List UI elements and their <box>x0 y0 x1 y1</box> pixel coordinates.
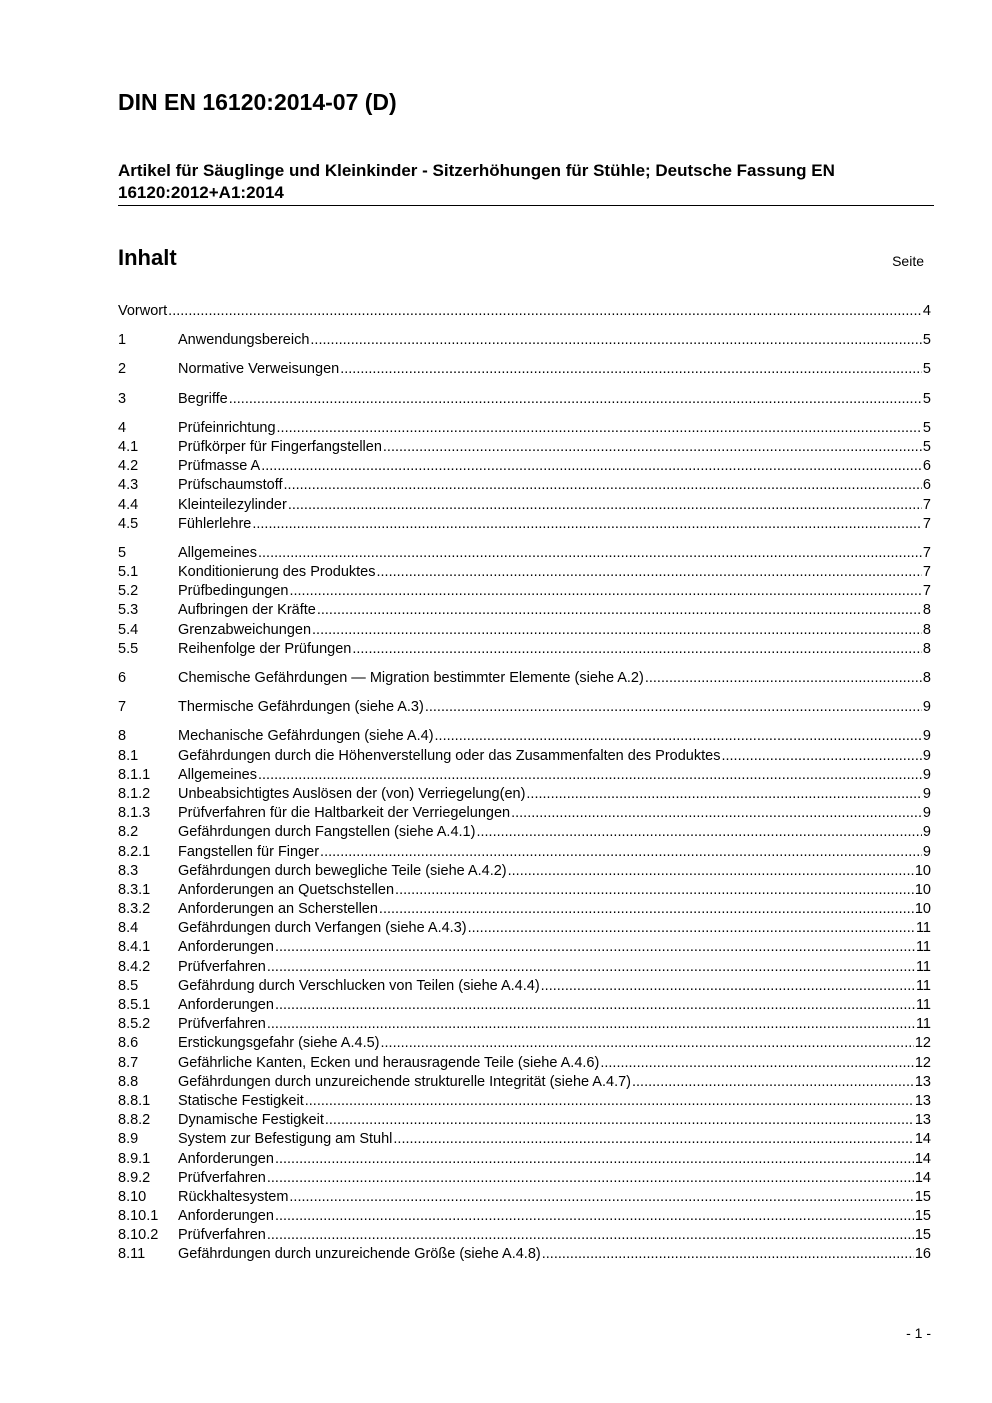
toc-entry[interactable] <box>118 496 931 515</box>
toc-entry[interactable] <box>118 563 931 582</box>
toc-entry-title: Konditionierung des Produktes <box>178 564 376 581</box>
toc-entry-number: 2 <box>118 361 127 378</box>
toc-entry-number: 8.5.2 <box>118 1016 151 1033</box>
toc-entry-page: 9 <box>922 805 931 822</box>
toc-entry-page: 7 <box>922 583 931 600</box>
dot-leader <box>317 601 922 620</box>
toc-entry-page: 11 <box>915 920 931 937</box>
toc-entry[interactable] <box>118 457 931 476</box>
toc-entry-page: 11 <box>915 1016 931 1033</box>
toc-entry-number: 8.4.1 <box>118 939 151 956</box>
toc-entry-page: 8 <box>922 602 931 619</box>
toc-entry-number: 8.2 <box>118 824 139 841</box>
toc-entry[interactable] <box>118 1150 931 1169</box>
toc-entry-title: Prüfeinrichtung <box>178 419 276 436</box>
toc-entry-title: Reihenfolge der Prüfungen <box>178 640 352 657</box>
toc-entry[interactable] <box>118 1207 931 1226</box>
toc-entry-page: 13 <box>914 1092 931 1109</box>
toc-heading: Inhalt <box>118 245 177 270</box>
toc-entry[interactable] <box>118 996 931 1015</box>
dot-leader <box>340 360 922 379</box>
toc-entry-title: Anforderungen <box>178 1208 274 1225</box>
dot-leader <box>168 302 922 321</box>
toc-entry-page: 14 <box>914 1150 931 1167</box>
dot-leader <box>435 727 922 746</box>
toc-entry-title: Rückhaltesystem <box>178 1188 289 1205</box>
dot-leader <box>632 1073 914 1092</box>
toc-entry[interactable] <box>118 1034 931 1053</box>
toc-entry-title: Begriffe <box>178 390 228 407</box>
dot-leader <box>511 804 922 823</box>
toc-entry[interactable] <box>118 544 931 563</box>
dot-leader <box>721 747 921 766</box>
toc-entry-title: Gefährdungen durch Fangstellen (siehe A.4.1) <box>178 824 476 841</box>
toc-entry-title: Anwendungsbereich <box>178 332 310 349</box>
toc-entry[interactable] <box>118 823 931 842</box>
toc-entry[interactable] <box>118 958 931 977</box>
toc-entry-title: Anforderungen <box>178 939 274 956</box>
toc-entry-number: 8.4 <box>118 920 139 937</box>
toc-entry-page: 5 <box>922 332 931 349</box>
toc-entry-page: 11 <box>915 977 931 994</box>
toc-entry[interactable] <box>118 640 931 659</box>
dot-leader <box>258 544 922 563</box>
dot-leader <box>275 1150 914 1169</box>
dot-leader <box>542 1245 914 1264</box>
table-of-contents <box>118 302 931 1265</box>
toc-entry[interactable] <box>118 1015 931 1034</box>
toc-entry-title: Gefährliche Kanten, Ecken und herausragende Teile (siehe A.4.6) <box>178 1054 600 1071</box>
toc-entry[interactable] <box>118 1073 931 1092</box>
dot-leader <box>325 1111 914 1130</box>
dot-leader <box>476 823 921 842</box>
toc-entry-number: 4.3 <box>118 477 139 494</box>
toc-entry-page: 11 <box>915 997 931 1013</box>
dot-leader <box>425 698 922 717</box>
dot-leader <box>288 496 922 515</box>
toc-entry-number: 5 <box>118 544 127 561</box>
toc-entry-title: Allgemeines <box>178 766 257 783</box>
toc-entry[interactable] <box>118 900 931 919</box>
page-footer: - 1 - <box>906 1325 931 1341</box>
toc-entry[interactable] <box>118 881 931 900</box>
toc-entry-page: 11 <box>915 958 931 975</box>
page-column-label: Seite <box>892 253 924 269</box>
toc-entry[interactable] <box>118 938 931 957</box>
dot-leader <box>645 669 922 688</box>
toc-entry-page: 10 <box>914 881 931 898</box>
dot-leader <box>267 1015 915 1034</box>
toc-entry-title: Prüfverfahren <box>178 958 266 975</box>
toc-entry-title: Vorwort <box>118 303 168 319</box>
toc-entry-title: Gefährdung durch Verschlucken von Teilen (siehe A.4.4) <box>178 977 540 994</box>
toc-entry-number: 4.2 <box>118 458 139 475</box>
toc-entry-page: 13 <box>914 1073 931 1090</box>
toc-entry-title: Fühlerlehre <box>178 515 252 532</box>
dot-leader <box>352 640 922 659</box>
toc-entry-page: 9 <box>922 699 931 716</box>
toc-entry-page: 6 <box>922 477 931 494</box>
toc-entry-page: 9 <box>922 785 931 802</box>
toc-entry-number: 8.10.2 <box>118 1227 159 1244</box>
toc-entry-number: 8 <box>118 728 127 745</box>
toc-entry[interactable] <box>118 1169 931 1188</box>
dot-leader <box>275 1207 914 1226</box>
toc-entry-number: 8.8.2 <box>118 1112 151 1129</box>
toc-entry-number: 5.1 <box>118 564 139 581</box>
toc-entry-number: 8.5 <box>118 977 139 994</box>
toc-entry-number: 8.9.1 <box>118 1150 151 1167</box>
toc-entry-title: Statische Festigkeit <box>178 1092 304 1109</box>
toc-entry-page: 7 <box>922 564 931 581</box>
toc-entry[interactable] <box>118 727 931 746</box>
dot-leader <box>379 900 914 919</box>
dot-leader <box>310 331 922 350</box>
dot-leader <box>508 862 914 881</box>
toc-entry[interactable] <box>118 390 931 409</box>
toc-entry-title: Allgemeines <box>178 544 257 561</box>
title-divider <box>118 205 934 206</box>
toc-entry-title: Fangstellen für Finger <box>178 843 320 860</box>
toc-entry-title: Anforderungen <box>178 997 274 1013</box>
toc-entry-number: 8.8 <box>118 1073 139 1090</box>
dot-leader <box>267 1169 914 1188</box>
toc-entry-title: System zur Befestigung am Stuhl <box>178 1131 393 1148</box>
toc-entry-page: 8 <box>922 670 931 686</box>
dot-leader <box>526 785 922 804</box>
toc-entry[interactable] <box>118 1188 931 1207</box>
toc-entry-title: Prüfmasse A <box>178 458 261 475</box>
dot-leader <box>229 390 922 409</box>
toc-entry-number: 8.1.1 <box>118 766 151 783</box>
toc-entry-number: 8.5.1 <box>118 997 151 1013</box>
toc-entry-number: 8.10 <box>118 1188 147 1205</box>
dot-leader <box>393 1130 913 1149</box>
dot-leader <box>261 457 922 476</box>
toc-entry[interactable] <box>118 515 931 534</box>
toc-entry-title: Gefährdungen durch unzureichende Größe (siehe A.4.8) <box>178 1246 541 1263</box>
toc-entry[interactable] <box>118 360 931 379</box>
toc-entry-title: Gefährdungen durch bewegliche Teile (siehe A.4.2) <box>178 862 507 879</box>
toc-entry-page: 16 <box>914 1246 931 1263</box>
dot-leader <box>252 515 922 534</box>
dot-leader <box>289 1188 913 1207</box>
toc-entry-title: Gefährdungen durch die Höhenverstellung oder das Zusammenfalten des Produktes <box>178 747 721 764</box>
toc-entry[interactable] <box>118 601 931 620</box>
dot-leader <box>277 419 922 438</box>
toc-entry-page: 12 <box>914 1054 931 1071</box>
toc-entry-title: Grenzabweichungen <box>178 621 312 638</box>
toc-entry[interactable] <box>118 843 931 862</box>
dot-leader <box>381 1034 914 1053</box>
toc-entry-number: 8.9 <box>118 1131 139 1148</box>
toc-entry[interactable] <box>118 1245 931 1264</box>
dot-leader <box>275 996 915 1015</box>
toc-entry-page: 7 <box>922 544 931 561</box>
dot-leader <box>468 919 915 938</box>
toc-entry-page: 5 <box>922 361 931 378</box>
toc-entry-title: Prüfverfahren für die Haltbarkeit der Verriegelungen <box>178 805 511 822</box>
dot-leader <box>305 1092 914 1111</box>
toc-entry[interactable] <box>118 438 931 457</box>
dot-leader <box>541 977 915 996</box>
toc-entry-title: Unbeabsichtigtes Auslösen der (von) Verriegelung(en) <box>178 785 526 802</box>
toc-entry-title: Chemische Gefährdungen — Migration bestimmter Elemente (siehe A.2) <box>178 670 644 686</box>
toc-entry-number: 8.1 <box>118 747 139 764</box>
toc-entry-number: 8.1.2 <box>118 785 151 802</box>
dot-leader <box>275 938 915 957</box>
toc-entry-page: 7 <box>922 496 931 513</box>
toc-entry-title: Gefährdungen durch unzureichende strukturelle Integrität (siehe A.4.7) <box>178 1073 631 1090</box>
toc-entry-page: 5 <box>922 419 931 436</box>
toc-entry[interactable] <box>118 785 931 804</box>
toc-entry[interactable] <box>118 1226 931 1245</box>
document-subtitle: Artikel für Säuglinge und Kleinkinder - Sitzerhöhungen für Stühle; Deutsche Fassung EN 16120:2012+A1:2014 <box>118 161 835 202</box>
toc-entry-page: 9 <box>922 747 931 764</box>
toc-entry-page: 14 <box>914 1131 931 1148</box>
toc-entry-title: Anforderungen an Scherstellen <box>178 901 378 918</box>
toc-entry-page: 9 <box>922 766 931 783</box>
toc-entry-page: 5 <box>922 390 931 407</box>
toc-entry[interactable] <box>118 621 931 640</box>
toc-entry-page: 11 <box>915 939 931 956</box>
toc-entry-page: 9 <box>922 728 931 745</box>
toc-entry-number: 6 <box>118 670 127 686</box>
dot-leader <box>258 766 922 785</box>
toc-entry-title: Prüfbedingungen <box>178 583 289 600</box>
toc-entry-number: 3 <box>118 390 127 407</box>
toc-entry-title: Prüfkörper für Fingerfangstellen <box>178 438 382 455</box>
toc-entry-title: Mechanische Gefährdungen (siehe A.4) <box>178 728 434 745</box>
toc-entry-title: Thermische Gefährdungen (siehe A.3) <box>178 699 424 716</box>
toc-entry-number: 8.3.2 <box>118 901 151 918</box>
toc-entry-title: Prüfverfahren <box>178 1016 266 1033</box>
document-title: DIN EN 16120:2014-07 (D) <box>118 89 397 115</box>
toc-entry[interactable] <box>118 747 931 766</box>
toc-entry-number: 8.2.1 <box>118 843 151 860</box>
toc-entry[interactable] <box>118 804 931 823</box>
toc-entry-number: 5.5 <box>118 640 139 657</box>
toc-entry-page: 15 <box>914 1208 931 1225</box>
toc-entry-page: 9 <box>922 843 931 860</box>
toc-entry[interactable] <box>118 919 931 938</box>
toc-entry[interactable] <box>118 419 931 438</box>
toc-entry[interactable] <box>118 766 931 785</box>
toc-entry-page: 8 <box>922 621 931 638</box>
toc-entry-page: 10 <box>914 862 931 879</box>
dot-leader <box>284 476 922 495</box>
toc-entry-page: 5 <box>922 438 931 455</box>
toc-entry-number: 8.3.1 <box>118 881 151 898</box>
toc-entry-title: Dynamische Festigkeit <box>178 1112 324 1129</box>
toc-entry-number: 8.1.3 <box>118 805 151 822</box>
toc-entry-page: 8 <box>922 640 931 657</box>
toc-entry-number: 5.3 <box>118 602 139 619</box>
toc-entry-title: Normative Verweisungen <box>178 361 340 378</box>
toc-entry-title: Prüfverfahren <box>178 1227 266 1244</box>
toc-entry-number: 7 <box>118 699 127 716</box>
toc-entry-page: 6 <box>922 458 931 475</box>
toc-entry[interactable] <box>118 1054 931 1073</box>
dot-leader <box>312 621 922 640</box>
toc-entry-page: 10 <box>914 901 931 918</box>
toc-entry-page: 9 <box>922 824 931 841</box>
toc-entry-page: 14 <box>914 1169 931 1186</box>
toc-entry-number: 4.1 <box>118 438 139 455</box>
toc-entry-number: 8.10.1 <box>118 1208 159 1225</box>
toc-entry[interactable] <box>118 1092 931 1111</box>
toc-entry-page: 15 <box>914 1227 931 1244</box>
toc-entry-title: Aufbringen der Kräfte <box>178 602 316 619</box>
toc-entry[interactable] <box>118 302 931 321</box>
toc-entry-title: Anforderungen <box>178 1150 274 1167</box>
toc-entry-number: 8.11 <box>118 1246 146 1263</box>
toc-entry-title: Prüfschaumstoff <box>178 477 283 494</box>
toc-entry-number: 8.8.1 <box>118 1092 151 1109</box>
toc-entry-number: 4.5 <box>118 515 139 532</box>
toc-entry[interactable] <box>118 476 931 495</box>
dot-leader <box>320 843 922 862</box>
toc-entry-title: Kleinteilezylinder <box>178 496 287 513</box>
toc-entry-title: Erstickungsgefahr (siehe A.4.5) <box>178 1035 380 1052</box>
toc-entry-number: 1 <box>118 332 127 349</box>
toc-entry-number: 5.4 <box>118 621 139 638</box>
toc-entry-title: Gefährdungen durch Verfangen (siehe A.4.3) <box>178 920 467 937</box>
dot-leader <box>377 563 922 582</box>
toc-entry-number: 5.2 <box>118 583 139 600</box>
dot-leader <box>600 1054 914 1073</box>
toc-entry-title: Anforderungen an Quetschstellen <box>178 881 395 898</box>
toc-entry-page: 13 <box>914 1112 931 1129</box>
dot-leader <box>395 881 914 900</box>
toc-entry-number: 8.3 <box>118 862 139 879</box>
toc-entry-number: 8.7 <box>118 1054 139 1071</box>
dot-leader <box>383 438 922 457</box>
dot-leader <box>267 1226 914 1245</box>
toc-entry-page: 4 <box>922 303 931 319</box>
toc-entry[interactable] <box>118 698 931 717</box>
toc-entry-number: 8.6 <box>118 1035 139 1052</box>
toc-entry[interactable] <box>118 862 931 881</box>
toc-entry-number: 4.4 <box>118 496 139 513</box>
toc-entry[interactable] <box>118 582 931 601</box>
toc-entry-number: 8.4.2 <box>118 958 151 975</box>
toc-entry-page: 15 <box>914 1188 931 1205</box>
toc-entry-number: 8.9.2 <box>118 1169 151 1186</box>
toc-entry-page: 12 <box>914 1035 931 1052</box>
toc-entry-title: Prüfverfahren <box>178 1169 266 1186</box>
toc-entry[interactable] <box>118 1111 931 1130</box>
toc-entry-number: 4 <box>118 419 127 436</box>
toc-entry[interactable] <box>118 977 931 996</box>
dot-leader <box>289 582 921 601</box>
toc-entry[interactable] <box>118 1130 931 1149</box>
toc-entry[interactable] <box>118 669 931 688</box>
dot-leader <box>267 958 915 977</box>
toc-entry-page: 7 <box>922 515 931 532</box>
toc-entry[interactable] <box>118 331 931 350</box>
